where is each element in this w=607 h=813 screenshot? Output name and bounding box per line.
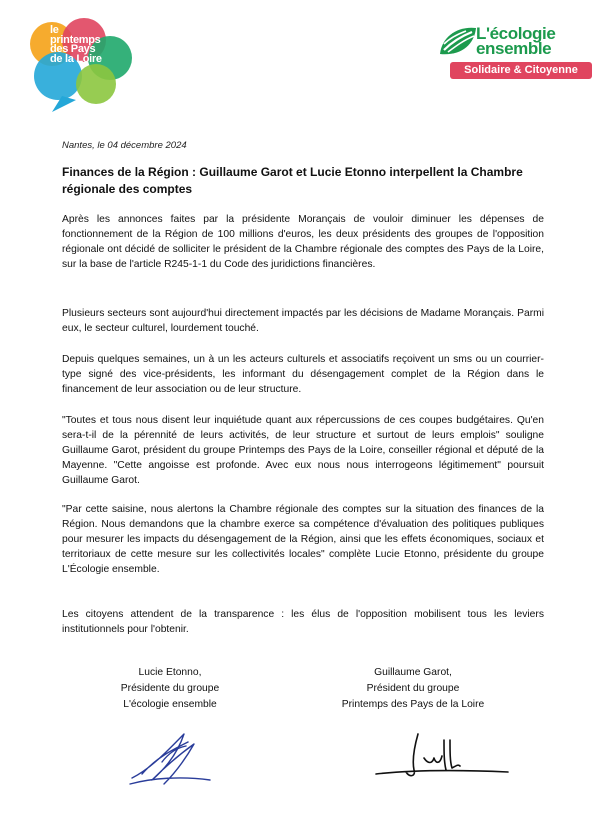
signatory-right <box>318 665 508 713</box>
letter-title: Finances de la Région : Guillaume Garot et Lucie Etonno interpellent la Chambre régionale des comptes <box>62 165 523 196</box>
signature-right <box>372 730 512 784</box>
signatory-left-name: Lucie Etonno, <box>138 667 202 678</box>
letter-date: Nantes, le 04 décembre 2024 <box>62 140 187 151</box>
ecologie-logo-line2: ensemble <box>476 39 552 58</box>
ecologie-logo-line1: L'écologie <box>476 24 556 43</box>
signatory-right-group: Printemps des Pays de la Loire <box>341 699 485 710</box>
ecologie-logo-badge: Solidaire & Citoyenne <box>450 62 592 79</box>
paragraph: Après les annonces faites par la présidente Morançais de vouloir diminuer les dépenses de fonctionnement de la Région de 100 millions d'euros, les deux présidents des groupes de l'opposition régionale ont décidé de solliciter le président de la Chambre régionale des comptes des Pays de la Loire, sur la base de l'article R245-1-1 du Code des juridictions financières. <box>62 214 544 270</box>
signatory-left <box>90 665 250 713</box>
ecologie-leaf-icon <box>436 24 480 60</box>
signatory-left-group: L'écologie ensemble <box>123 699 217 710</box>
paragraph: Depuis quelques semaines, un à un les acteurs culturels et associatifs reçoivent un sms ou un courrier-type signé des vice-présidents, les informant du désengagement complet de la Région dans le financement de leur association ou de leur structure. <box>62 354 544 395</box>
printemps-logo <box>22 18 142 114</box>
paragraph: "Toutes et tous nous disent leur inquiétude quant aux répercussions de ces coupes budgétaires. Qu'en sera-t-il de la pérennité de leurs activités, de leur structure et surtout de leurs emplois" souligne Guillaume Garot, président du groupe Printemps des Pays de la Loire, conseiller régional et député de la Mayenne. "Cette angoisse est profonde. Avec eux nous nous interrogeons légitimement" poursuit Guillaume Garot. <box>62 415 544 486</box>
signatory-right-name: Guillaume Garot, <box>374 667 452 678</box>
paragraph: Les citoyens attendent de la transparence : les élus de l'opposition mobilisent tous les leviers institutionnels pour l'obtenir. <box>62 609 544 635</box>
printemps-logo-text: le printemps des Pays de la Loire <box>50 24 102 65</box>
paragraph: "Par cette saisine, nous alertons la Chambre régionale des comptes sur la situation des finances de la Région. Nous demandons que la chambre exerce sa compétence d'évaluation des politiques publiques pour mesurer les impacts du désengagement de la Région, ainsi que les effets économiques, sociaux et territoriaux de cette mesure sur les collectivités locales" complète Lucie Etonno, présidente du groupe L'Écologie ensemble. <box>62 504 544 575</box>
ecologie-ensemble-logo <box>432 24 592 88</box>
signature-left <box>122 728 218 790</box>
paragraph: Plusieurs secteurs sont aujourd'hui directement impactés par les décisions de Madame Morançais. Parmi eux, le secteur culturel, lourdement touché. <box>62 308 544 334</box>
signatory-right-role: Président du groupe <box>366 683 460 694</box>
signatory-left-role: Présidente du groupe <box>120 683 220 694</box>
